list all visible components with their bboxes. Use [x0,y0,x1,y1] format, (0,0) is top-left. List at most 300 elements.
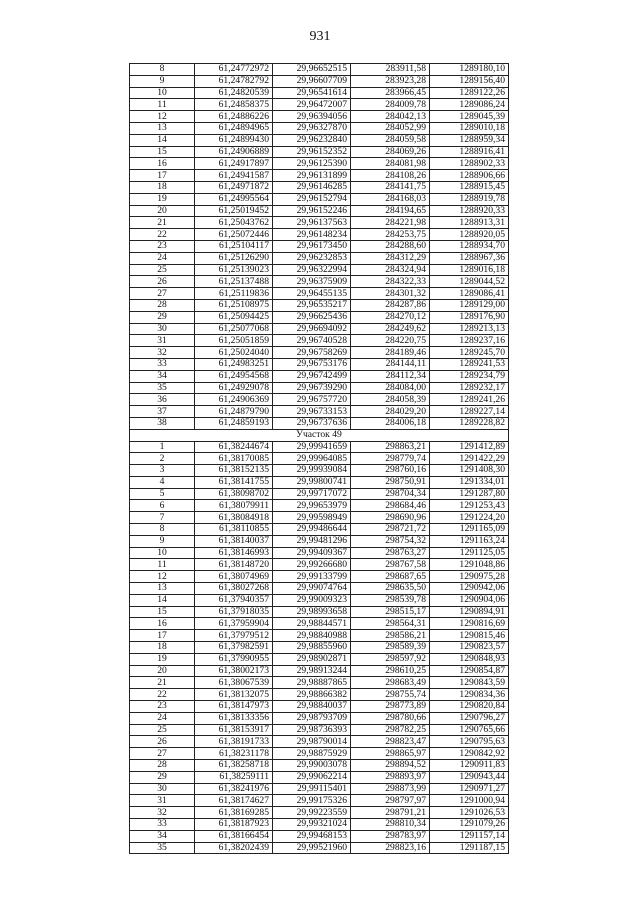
longitude-cell: 29,98993658 [273,606,351,618]
coord-x-cell: 284009,78 [351,99,430,111]
coord-y-cell: 1289086,24 [430,99,509,111]
latitude-cell: 61,25119836 [195,288,273,300]
longitude-cell: 29,98887865 [273,677,351,689]
latitude-cell: 61,38133356 [195,712,273,724]
longitude-cell: 29,96652515 [273,64,351,76]
latitude-cell: 61,24983251 [195,358,273,370]
coord-x-cell: 284287,86 [351,299,430,311]
latitude-cell: 61,38244674 [195,441,273,453]
latitude-cell: 61,24879790 [195,406,273,418]
latitude-cell: 61,24954568 [195,370,273,382]
coord-x-cell: 284168,03 [351,193,430,205]
coord-y-cell: 1291157,14 [430,830,509,842]
table-row [130,465,509,477]
coord-x-cell: 284288,60 [351,240,430,252]
longitude-cell: 29,98840988 [273,630,351,642]
point-number-cell: 23 [130,701,195,713]
longitude-cell: 29,98793709 [273,712,351,724]
table-row [130,842,509,854]
point-number-cell: 32 [130,347,195,359]
coord-y-cell: 1289129,00 [430,299,509,311]
point-number-cell: 35 [130,842,195,854]
longitude-cell: 29,99009323 [273,594,351,606]
table-row [130,630,509,642]
latitude-cell: 61,25043762 [195,217,273,229]
coord-y-cell: 1288920,33 [430,205,509,217]
point-number-cell: 6 [130,500,195,512]
coord-y-cell: 1290848,93 [430,653,509,665]
latitude-cell: 61,38231178 [195,748,273,760]
coord-y-cell: 1289016,18 [430,264,509,276]
longitude-cell: 29,96742499 [273,370,351,382]
longitude-cell: 29,96607709 [273,75,351,87]
latitude-cell: 61,38079911 [195,500,273,512]
coord-x-cell: 298586,21 [351,630,430,642]
table-row [130,382,509,394]
point-number-cell: 24 [130,252,195,264]
coord-x-cell: 283911,58 [351,64,430,76]
coord-y-cell: 1288915,45 [430,181,509,193]
coord-y-cell: 1291048,86 [430,559,509,571]
coord-y-cell: 1291079,26 [430,819,509,831]
coord-x-cell: 284324,94 [351,264,430,276]
point-number-cell: 20 [130,665,195,677]
coord-x-cell: 284270,12 [351,311,430,323]
coord-x-cell: 298894,52 [351,760,430,772]
coord-x-cell: 284081,98 [351,158,430,170]
coord-y-cell: 1289180,10 [430,64,509,76]
coord-x-cell: 298721,72 [351,524,430,536]
latitude-cell: 61,38141755 [195,476,273,488]
table-row [130,783,509,795]
coord-y-cell: 1290975,28 [430,571,509,583]
section-header-row [130,429,509,441]
point-number-cell: 9 [130,75,195,87]
point-number-cell: 30 [130,783,195,795]
longitude-cell: 29,99003078 [273,760,351,772]
table-row [130,453,509,465]
section-title: Участок 49 [130,429,509,441]
point-number-cell: 27 [130,748,195,760]
coord-y-cell: 1288919,78 [430,193,509,205]
latitude-cell: 61,25051859 [195,335,273,347]
latitude-cell: 61,25104117 [195,240,273,252]
latitude-cell: 61,24995564 [195,193,273,205]
latitude-cell: 61,38169285 [195,807,273,819]
coord-y-cell: 1289156,40 [430,75,509,87]
table-row [130,807,509,819]
coord-x-cell: 298773,89 [351,701,430,713]
point-number-cell: 31 [130,795,195,807]
coord-x-cell: 284084,00 [351,382,430,394]
point-number-cell: 29 [130,771,195,783]
coord-y-cell: 1291165,09 [430,524,509,536]
table-row [130,559,509,571]
point-number-cell: 12 [130,111,195,123]
point-number-cell: 11 [130,559,195,571]
latitude-cell: 61,24899430 [195,134,273,146]
coord-y-cell: 1289213,13 [430,323,509,335]
table-row [130,830,509,842]
latitude-cell: 61,38152135 [195,465,273,477]
longitude-cell: 29,99223559 [273,807,351,819]
table-row [130,406,509,418]
latitude-cell: 61,24859193 [195,417,273,429]
table-row [130,819,509,831]
latitude-cell: 61,38084918 [195,512,273,524]
table-row [130,653,509,665]
coord-x-cell: 298687,65 [351,571,430,583]
coord-x-cell: 284029,20 [351,406,430,418]
table-row [130,193,509,205]
coord-y-cell: 1290843,59 [430,677,509,689]
coord-x-cell: 284141,75 [351,181,430,193]
coord-y-cell: 1290816,69 [430,618,509,630]
table-row [130,122,509,134]
page-number: 931 [309,29,331,44]
latitude-cell: 61,38147973 [195,701,273,713]
coord-x-cell: 298754,32 [351,535,430,547]
table-row [130,594,509,606]
longitude-cell: 29,98913244 [273,665,351,677]
coordinates-table [129,63,509,854]
longitude-cell: 29,99939084 [273,465,351,477]
latitude-cell: 61,24929078 [195,382,273,394]
coord-y-cell: 1291253,43 [430,500,509,512]
latitude-cell: 61,24917897 [195,158,273,170]
coord-x-cell: 298893,97 [351,771,430,783]
point-number-cell: 9 [130,535,195,547]
latitude-cell: 61,38027268 [195,583,273,595]
coord-x-cell: 298610,25 [351,665,430,677]
coord-y-cell: 1289176,90 [430,311,509,323]
point-number-cell: 28 [130,299,195,311]
coord-y-cell: 1291412,89 [430,441,509,453]
latitude-cell: 61,38132075 [195,689,273,701]
coord-x-cell: 284322,33 [351,276,430,288]
latitude-cell: 61,25024040 [195,347,273,359]
coord-x-cell: 284006,18 [351,417,430,429]
coord-y-cell: 1290842,92 [430,748,509,760]
table-row [130,524,509,536]
coord-y-cell: 1288934,70 [430,240,509,252]
longitude-cell: 29,98902871 [273,653,351,665]
longitude-cell: 29,96152246 [273,205,351,217]
table-row [130,229,509,241]
point-number-cell: 37 [130,406,195,418]
longitude-cell: 29,99175326 [273,795,351,807]
coord-y-cell: 1290823,57 [430,642,509,654]
longitude-cell: 29,96148234 [273,229,351,241]
point-number-cell: 31 [130,335,195,347]
latitude-cell: 61,38153917 [195,724,273,736]
table-row [130,299,509,311]
longitude-cell: 29,96394056 [273,111,351,123]
coord-y-cell: 1289245,70 [430,347,509,359]
latitude-cell: 61,24971872 [195,181,273,193]
longitude-cell: 29,96152352 [273,146,351,158]
table-row [130,618,509,630]
longitude-cell: 29,96757720 [273,394,351,406]
latitude-cell: 61,38258718 [195,760,273,772]
latitude-cell: 61,38074969 [195,571,273,583]
table-row [130,252,509,264]
table-row [130,724,509,736]
point-number-cell: 29 [130,311,195,323]
coord-y-cell: 1288913,31 [430,217,509,229]
longitude-cell: 29,96152794 [273,193,351,205]
table-row [130,476,509,488]
longitude-cell: 29,96125390 [273,158,351,170]
longitude-cell: 29,99964085 [273,453,351,465]
point-number-cell: 3 [130,465,195,477]
longitude-cell: 29,99321024 [273,819,351,831]
longitude-cell: 29,96694092 [273,323,351,335]
longitude-cell: 29,99521960 [273,842,351,854]
table-row [130,417,509,429]
point-number-cell: 21 [130,677,195,689]
point-number-cell: 26 [130,276,195,288]
table-row [130,276,509,288]
coord-y-cell: 1290796,27 [430,712,509,724]
point-number-cell: 38 [130,417,195,429]
coord-x-cell: 298763,27 [351,547,430,559]
coord-y-cell: 1291163,24 [430,535,509,547]
point-number-cell: 22 [130,229,195,241]
latitude-cell: 61,38146993 [195,547,273,559]
coord-y-cell: 1290795,63 [430,736,509,748]
coord-y-cell: 1289241,26 [430,394,509,406]
coord-x-cell: 284052,99 [351,122,430,134]
coord-x-cell: 298810,34 [351,819,430,831]
coord-x-cell: 284059,58 [351,134,430,146]
longitude-cell: 29,96131899 [273,170,351,182]
point-number-cell: 21 [130,217,195,229]
point-number-cell: 20 [130,205,195,217]
longitude-cell: 29,96758269 [273,347,351,359]
longitude-cell: 29,98790014 [273,736,351,748]
point-number-cell: 35 [130,382,195,394]
longitude-cell: 29,99115401 [273,783,351,795]
longitude-cell: 29,98736393 [273,724,351,736]
table-row [130,99,509,111]
coord-x-cell: 298823,47 [351,736,430,748]
latitude-cell: 61,38002173 [195,665,273,677]
point-number-cell: 14 [130,594,195,606]
longitude-cell: 29,96733153 [273,406,351,418]
table-row [130,547,509,559]
longitude-cell: 29,99133799 [273,571,351,583]
coord-y-cell: 1290971,27 [430,783,509,795]
table-row [130,488,509,500]
coord-x-cell: 298755,74 [351,689,430,701]
longitude-cell: 29,96327870 [273,122,351,134]
point-number-cell: 24 [130,712,195,724]
coord-x-cell: 284069,26 [351,146,430,158]
coord-x-cell: 298865,97 [351,748,430,760]
longitude-cell: 29,99481296 [273,535,351,547]
latitude-cell: 61,24941587 [195,170,273,182]
coord-y-cell: 1291000,94 [430,795,509,807]
point-number-cell: 25 [130,724,195,736]
coord-y-cell: 1289234,79 [430,370,509,382]
longitude-cell: 29,99717072 [273,488,351,500]
point-number-cell: 26 [130,736,195,748]
coord-x-cell: 284112,34 [351,370,430,382]
coord-y-cell: 1288916,41 [430,146,509,158]
coord-x-cell: 298797,97 [351,795,430,807]
latitude-cell: 61,38170085 [195,453,273,465]
latitude-cell: 61,37959904 [195,618,273,630]
point-number-cell: 19 [130,193,195,205]
latitude-cell: 61,38191733 [195,736,273,748]
table-row [130,323,509,335]
longitude-cell: 29,99598949 [273,512,351,524]
coord-x-cell: 298684,46 [351,500,430,512]
table-row [130,665,509,677]
point-number-cell: 8 [130,64,195,76]
point-number-cell: 23 [130,240,195,252]
table-row [130,748,509,760]
longitude-cell: 29,99409367 [273,547,351,559]
point-number-cell: 10 [130,87,195,99]
point-number-cell: 17 [130,170,195,182]
table-row [130,134,509,146]
table-row [130,170,509,182]
coord-x-cell: 298683,49 [351,677,430,689]
table-row [130,217,509,229]
point-number-cell: 2 [130,453,195,465]
table-row [130,87,509,99]
coord-y-cell: 1290943,44 [430,771,509,783]
latitude-cell: 61,37990955 [195,653,273,665]
table-row [130,583,509,595]
coord-y-cell: 1288906,66 [430,170,509,182]
coord-x-cell: 298539,78 [351,594,430,606]
latitude-cell: 61,25077068 [195,323,273,335]
latitude-cell: 61,38067539 [195,677,273,689]
coord-x-cell: 284253,75 [351,229,430,241]
coord-x-cell: 298767,58 [351,559,430,571]
point-number-cell: 33 [130,358,195,370]
latitude-cell: 61,24906369 [195,394,273,406]
coord-y-cell: 1291026,53 [430,807,509,819]
coord-y-cell: 1288967,36 [430,252,509,264]
coord-y-cell: 1289122,26 [430,87,509,99]
latitude-cell: 61,38241976 [195,783,273,795]
latitude-cell: 61,25094425 [195,311,273,323]
latitude-cell: 61,38187923 [195,819,273,831]
coord-x-cell: 298823,16 [351,842,430,854]
coord-y-cell: 1290765,66 [430,724,509,736]
coord-y-cell: 1291287,80 [430,488,509,500]
longitude-cell: 29,99266680 [273,559,351,571]
longitude-cell: 29,96737636 [273,417,351,429]
coord-y-cell: 1289227,14 [430,406,509,418]
table-row [130,205,509,217]
point-number-cell: 33 [130,819,195,831]
table-row [130,75,509,87]
longitude-cell: 29,96753176 [273,358,351,370]
table-row [130,111,509,123]
point-number-cell: 15 [130,146,195,158]
coord-y-cell: 1290815,46 [430,630,509,642]
coord-y-cell: 1290904,06 [430,594,509,606]
latitude-cell: 61,25019452 [195,205,273,217]
latitude-cell: 61,24820539 [195,87,273,99]
latitude-cell: 61,24886226 [195,111,273,123]
coord-x-cell: 298760,16 [351,465,430,477]
latitude-cell: 61,38166454 [195,830,273,842]
coord-y-cell: 1290854,87 [430,665,509,677]
point-number-cell: 11 [130,99,195,111]
longitude-cell: 29,98855960 [273,642,351,654]
coord-x-cell: 284144,11 [351,358,430,370]
longitude-cell: 29,98844571 [273,618,351,630]
table-row [130,689,509,701]
coord-x-cell: 298564,31 [351,618,430,630]
latitude-cell: 61,38202439 [195,842,273,854]
table-row [130,736,509,748]
coord-x-cell: 284301,32 [351,288,430,300]
latitude-cell: 61,25126290 [195,252,273,264]
table-row [130,394,509,406]
table-row [130,64,509,76]
point-number-cell: 14 [130,134,195,146]
coord-y-cell: 1289045,39 [430,111,509,123]
point-number-cell: 28 [130,760,195,772]
coord-y-cell: 1289086,41 [430,288,509,300]
latitude-cell: 61,38148720 [195,559,273,571]
coord-x-cell: 298750,91 [351,476,430,488]
longitude-cell: 29,96375909 [273,276,351,288]
table-row [130,571,509,583]
coord-y-cell: 1288920,05 [430,229,509,241]
table-row [130,712,509,724]
coord-y-cell: 1291408,30 [430,465,509,477]
point-number-cell: 5 [130,488,195,500]
table-row [130,146,509,158]
coord-y-cell: 1289228,82 [430,417,509,429]
point-number-cell: 30 [130,323,195,335]
point-number-cell: 13 [130,122,195,134]
latitude-cell: 61,24772972 [195,64,273,76]
point-number-cell: 34 [130,830,195,842]
point-number-cell: 17 [130,630,195,642]
longitude-cell: 29,99653979 [273,500,351,512]
coord-x-cell: 298863,21 [351,441,430,453]
table-row [130,701,509,713]
point-number-cell: 15 [130,606,195,618]
coord-y-cell: 1288959,34 [430,134,509,146]
latitude-cell: 61,25072446 [195,229,273,241]
coord-x-cell: 298589,39 [351,642,430,654]
coord-y-cell: 1290942,06 [430,583,509,595]
point-number-cell: 27 [130,288,195,300]
coord-x-cell: 298780,66 [351,712,430,724]
latitude-cell: 61,38098702 [195,488,273,500]
point-number-cell: 7 [130,512,195,524]
coord-x-cell: 298779,74 [351,453,430,465]
table-row [130,181,509,193]
coord-y-cell: 1291125,05 [430,547,509,559]
point-number-cell: 19 [130,653,195,665]
table-row [130,642,509,654]
longitude-cell: 29,99074764 [273,583,351,595]
longitude-cell: 29,96541614 [273,87,351,99]
point-number-cell: 22 [130,689,195,701]
table-row [130,677,509,689]
